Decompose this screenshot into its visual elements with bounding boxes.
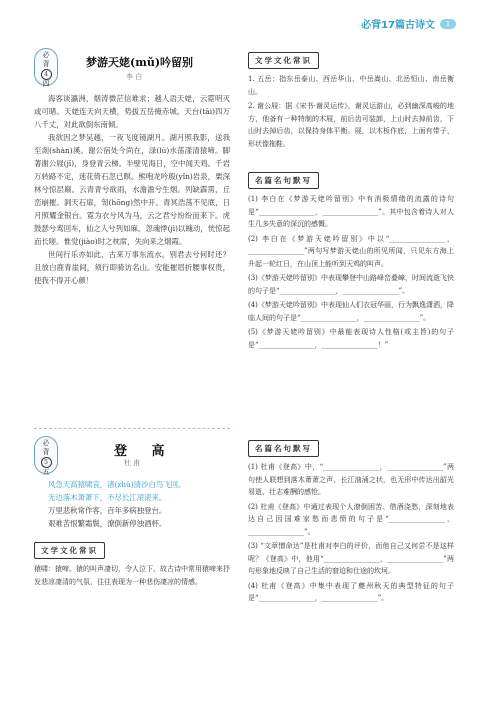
poem2-line-4: 艰难苦恨繁霜鬓，潦倒新停浊酒杯。 bbox=[48, 519, 167, 528]
dictation1-item-2: (2) 李白在《梦游天姥吟留别》中以“________________，________________”两句写梦游天姥山的所见所闻，只见东方海上升起一轮红日，在山顶上能听到天鸡的叫声。 bbox=[248, 234, 454, 268]
poem2-author: 杜 甫 bbox=[124, 459, 141, 467]
culture-head-1: 文学文化常识 bbox=[248, 52, 319, 69]
poem2-line-3: 万里悲秋常作客，百年多病独登台。 bbox=[48, 506, 167, 515]
dictation2-item-1: (1) 杜甫《登高》中，“________________，________________”两句使人联想到落木萧萧之声、长江汹涌之状，也无形中传达出韶光易逝、壮志难酬的感怆。 bbox=[248, 463, 454, 496]
dictation1-item-3: (3)《梦游天姥吟留别》中表现攀登中山路峰峦叠嶂，时间流逝飞快的句子是“________________，________________”。 bbox=[248, 274, 454, 295]
dictation1-item-1: (1) 李白在《梦游天姥吟留别》中有消极情绪的流露的诗句是“________________，________________”。其中包含着诗人对人生几多失意的深沉的感慨。 bbox=[248, 195, 454, 228]
culture-item-1: 1. 五岳：指东岳泰山、西岳华山、中岳嵩山、北岳恒山、南岳衡山。 bbox=[248, 75, 454, 96]
page-number: 1 bbox=[440, 19, 456, 29]
poem1-body bbox=[34, 92, 230, 287]
must-recite-badge-2: 必 背 5 五 bbox=[34, 436, 58, 474]
dictation-section-2 bbox=[248, 436, 454, 605]
poem1-paragraph-2: 我欲因之梦吴越，一夜飞度镜湖月。湖月照我影，送我至剡(shàn)溪。谢公宿处今尚在，渌(lù)水荡漾清猿啼。脚著谢公屐(jī)，身登青云梯。半壁见海日，空中闻天鸡。千岩万转路不定，迷花倚石忽已暝。熊咆龙吟殷(yǐn)岩泉，栗深林兮惊层巅。云青青兮欲雨，水澹澹兮生烟。列缺霹雳，丘峦崩摧。洞天石扉，訇(hōng)然中开。青冥浩荡不见底，日月照耀金银台。霓为衣兮风为马，云之君兮纷纷而来下。虎鼓瑟兮鸾回车，仙之人兮列如麻。忽魂悸(jì)以魄动，恍惊起而长嗟。惟觉(jiào)时之枕席，失向来之烟霞。 bbox=[34, 133, 230, 246]
dictation2-item-4: (4) 杜甫《登高》中集中表现了夔州秋天的典型特征的句子是“________________，________________”。 bbox=[248, 581, 454, 602]
dictation2-item-2: (2) 杜甫《登高》中通过表现个人潦倒困苦、借酒浇愁，深刻地表达自己因国难家愁而悲愤的句子是“________________，________________”。 bbox=[248, 502, 454, 536]
section-divider bbox=[34, 428, 230, 429]
dictation1-item-5: (5)《梦游天姥吟留别》中最能表现诗人性格(或主旨)的句子是“________________，________________！” bbox=[248, 328, 454, 349]
culture-text-2: 猿啸：猿啼。猿的叫声凄切，令人泣下，故古诗中常用猿啼来抒发悲凉凄清的气氛，往往表现为一种悲伤凄凉的情感。 bbox=[34, 565, 230, 586]
page-header bbox=[361, 16, 456, 31]
must-recite-badge: 必 背 4 四 bbox=[34, 48, 58, 86]
poem1-author: 李 白 bbox=[126, 73, 143, 81]
poem2-line-1: 风急天高猿啸哀，渚(zhǔ)清沙白鸟飞回。 bbox=[48, 480, 186, 489]
culture-item-2: 2. 谢公屐：据《宋书·谢灵运传》，谢灵运游山，必到幽深高峻的地方，他备有一种特制的木屐，前后齿可装卸，上山时去掉前齿，下山时去掉后齿，以保持身体平衡。屐，以木板作底，上面有带子，形状像拖鞋。 bbox=[248, 102, 454, 148]
poem2-title: 登 高 bbox=[114, 444, 175, 459]
culture-note-1 bbox=[248, 48, 454, 150]
dictation-head-1: 名篇名句默写 bbox=[248, 172, 319, 189]
header-label: 必背17篇古诗文 bbox=[361, 20, 435, 31]
culture-head-2: 文学文化常识 bbox=[34, 542, 105, 559]
poem2-body bbox=[34, 478, 230, 530]
dictation2-item-3: (3) “文章憎命达”是杜甫对李白的评价，而他自己又何尝不是这样呢？《登高》中，他用“________________，________________”两句形象地反映了自己生活的窘迫和仕途的坎坷。 bbox=[248, 542, 454, 575]
poem2-line-2: 无边落木萧萧下，不尽长江滚滚来。 bbox=[48, 493, 167, 502]
dictation-section-1 bbox=[248, 168, 454, 351]
culture-note-2 bbox=[34, 538, 230, 588]
dictation1-item-4: (4)《梦游天姥吟留别》中表现仙人们衣冠华丽，行为飘逸潇洒，降临人间的句子是“________________，________________”。 bbox=[248, 301, 454, 322]
poem1-paragraph-1: 海客谈瀛洲，烟涛微茫信难求；越人语天姥，云霓明灭或可睹。天姥连天向天横，势拔五岳掩赤城。天台(tāi)四万八千丈，对此欲倒东南倾。 bbox=[34, 94, 230, 129]
poem1-title: 梦游天姥(mǔ)吟留别 bbox=[86, 56, 194, 69]
poem1-paragraph-3: 世间行乐亦如此，古来万事东流水。别君去兮何时还？且放白鹿青崖间，须行即骑访名山。安能摧眉折腰事权贵，使我不得开心颜！ bbox=[34, 250, 230, 285]
dictation-head-2: 名篇名句默写 bbox=[248, 440, 319, 457]
